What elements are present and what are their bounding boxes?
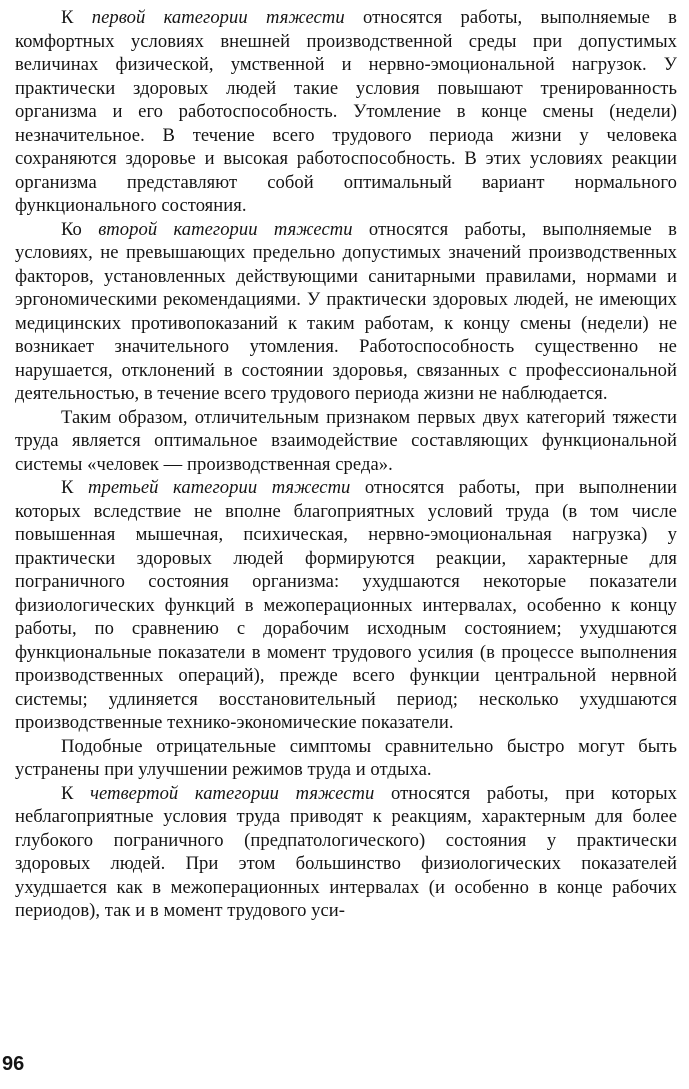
- category-term-fourth: четвертой категории тяжести: [90, 782, 375, 804]
- paragraph-text: относятся работы, при выполнении которых вследствие не вполне благоприятных условий труда (в том числе повышенная мышечная, психическая, нервно-эмоциональная нагрузка) у практически здоровых людей формируются реакции, характерные для пограничного состояния организма: ухудшаются некоторые показатели физиологических функций в межоперационных интервалах, особенно к концу работы, по сравнению с дорабочим исходным состоянием; ухудшаются функциональные показатели в момент трудового усилия (в процессе выполнения производственных операций), прежде всего функции центральной нервной системы; удлиняется восстановительный период; несколько ухудшаются производственные технико-экономические показатели.: [15, 477, 677, 733]
- page-text-body: [15, 6, 677, 923]
- paragraph-fourth-category: [15, 782, 677, 923]
- category-term-first: первой категории тяжести: [91, 7, 345, 28]
- paragraph-second-category: [15, 218, 677, 406]
- paragraph-text: относятся работы, при которых неблагоприятные условия труда приводят к реакциям, характерным для более глубокого пограничного (предпатологического) состояния у практически здоровых людей. При этом большинство физиологических показателей ухудшается как в межоперационных интервалах (и особенно в конце рабочих периодов), так и в момент трудового уси-: [15, 782, 677, 921]
- paragraph-symptoms: [15, 735, 677, 782]
- paragraph-text: Таким образом, отличительным признаком первых двух категорий тяжести труда является оптимальное взаимодействие составляющих функциональной системы «человек — производственная среда».: [15, 406, 677, 475]
- paragraph-summary: [15, 406, 677, 477]
- paragraph-intro: К: [61, 477, 88, 498]
- paragraph-first-category: [15, 6, 677, 218]
- paragraph-intro: К: [61, 7, 92, 28]
- category-term-third: третьей категории тяжести: [88, 477, 351, 498]
- page-number: 96: [2, 1053, 25, 1075]
- paragraph-intro: К: [61, 782, 91, 804]
- category-term-second: второй категории тяжести: [98, 218, 353, 240]
- paragraph-text: относятся работы, выполняемые в комфортных условиях внешней производственной среды при допустимых величинах физической, умственной и нервно-эмоциональной нагрузок. У практически здоровых людей такие условия повышают тренированность организма и его работоспособность. Утомление в конце смены (недели) незначительное. В течение всего трудового периода жизни у человека сохраняются здоровье и высокая работоспособность. В этих условиях реакции организма представляют собой оптимальный вариант нормального функционального состояния.: [15, 7, 678, 216]
- paragraph-text: Подобные отрицательные симптомы сравнительно быстро могут быть устранены при улучшении режимов труда и отдыха.: [15, 735, 677, 780]
- paragraph-text: относятся работы, выполняемые в условиях, не превышающих предельно допустимых значений производственных факторов, установленных действующими санитарными правилами, нормами и эргономическими рекомендациями. У практически здоровых людей, не имеющих медицинских противопоказаний к таким работам, к концу смены (недели) не возникает значительного утомления. Работоспособность существенно не нарушается, отклонений в состоянии здоровья, связанных с профессиональной деятельностью, в течение всего трудового периода жизни не наблюдается.: [15, 218, 677, 404]
- paragraph-intro: Ко: [61, 218, 99, 240]
- paragraph-third-category: [15, 476, 677, 735]
